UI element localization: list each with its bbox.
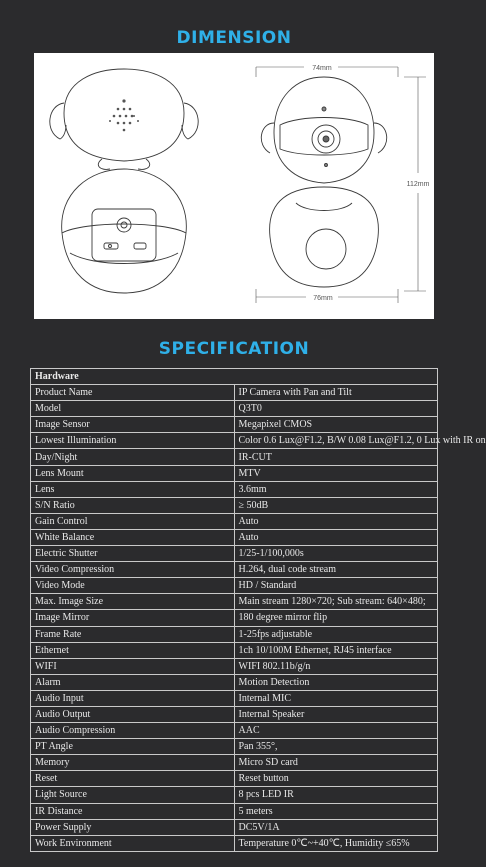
spec-value: WIFI 802.11b/g/n xyxy=(234,658,438,674)
spec-label: Day/Night xyxy=(31,449,235,465)
dimension-lines xyxy=(256,67,426,303)
spec-label: Lens Mount xyxy=(31,465,235,481)
spec-label: Image Mirror xyxy=(31,610,235,626)
spec-row xyxy=(31,594,438,610)
spec-row xyxy=(31,610,438,626)
specification-table xyxy=(30,368,486,852)
spec-label: Reset xyxy=(31,771,235,787)
spec-row xyxy=(31,546,438,562)
spec-value: IR-CUT xyxy=(234,449,438,465)
dimension-drawing-panel xyxy=(34,53,434,319)
spec-value: AAC xyxy=(234,723,438,739)
spec-row xyxy=(31,755,438,771)
spec-value: 180 degree mirror flip xyxy=(234,610,438,626)
section-row xyxy=(31,369,438,385)
spec-label: Video Compression xyxy=(31,562,235,578)
spec-value: Main stream 1280×720; Sub stream: 640×480; xyxy=(234,594,438,610)
spec-label: Product Name xyxy=(31,385,235,401)
spec-value: 3.6mm xyxy=(234,481,438,497)
spec-label: S/N Ratio xyxy=(31,497,235,513)
spec-value: IP Camera with Pan and Tilt xyxy=(234,385,438,401)
spec-row xyxy=(31,690,438,706)
spec-row xyxy=(31,835,438,851)
spec-row xyxy=(31,433,438,449)
spec-label: IR Distance xyxy=(31,803,235,819)
spec-label: Audio Input xyxy=(31,690,235,706)
spec-label: Audio Output xyxy=(31,706,235,722)
section-title: Hardware xyxy=(31,369,438,385)
spec-label: Max. Image Size xyxy=(31,594,235,610)
spec-row xyxy=(31,401,438,417)
spec-value: Motion Detection xyxy=(234,674,438,690)
spec-label: Memory xyxy=(31,755,235,771)
spec-value: Internal MIC xyxy=(234,690,438,706)
spec-label: Gain Control xyxy=(31,513,235,529)
spec-row xyxy=(31,819,438,835)
spec-row xyxy=(31,417,438,433)
spec-row xyxy=(31,578,438,594)
spec-row xyxy=(31,771,438,787)
spec-value: 8 pcs LED IR xyxy=(234,787,438,803)
specification-heading: SPECIFICATION xyxy=(158,339,310,359)
spec-value: H.264, dual code stream xyxy=(234,562,438,578)
dimension-drawing xyxy=(34,53,434,319)
height-label: 112mm xyxy=(406,181,430,188)
spec-label: Lens xyxy=(31,481,235,497)
spec-row xyxy=(31,465,438,481)
spec-value: Q3T0 xyxy=(234,401,438,417)
spec-label: Light Source xyxy=(31,787,235,803)
spec-label: Image Sensor xyxy=(31,417,235,433)
spec-label: Frame Rate xyxy=(31,626,235,642)
spec-row xyxy=(31,562,438,578)
spec-value: Megapixel CMOS xyxy=(234,417,438,433)
spec-label: Work Environment xyxy=(31,835,235,851)
specification-table-body xyxy=(31,369,486,852)
spec-value: Reset button xyxy=(234,771,438,787)
width-top-label: 74mm xyxy=(312,65,332,72)
spec-label: Audio Compression xyxy=(31,723,235,739)
dimension-heading: DIMENSION xyxy=(176,28,292,48)
spec-value: Micro SD card xyxy=(234,755,438,771)
spec-value: Color 0.6 Lux@F1.2, B/W 0.08 Lux@F1.2, 0 Lux with IR on xyxy=(234,433,438,449)
spec-value: 1-25fps adjustable xyxy=(234,626,438,642)
spec-row xyxy=(31,739,438,755)
spec-value: HD / Standard xyxy=(234,578,438,594)
spec-row xyxy=(31,385,438,401)
spec-row xyxy=(31,658,438,674)
width-bottom-label: 76mm xyxy=(313,295,333,302)
spec-label: WIFI xyxy=(31,658,235,674)
spec-value: Pan 355°, xyxy=(234,739,438,755)
spec-value: Auto xyxy=(234,513,438,529)
spec-row xyxy=(31,497,438,513)
spec-row xyxy=(31,787,438,803)
spec-row xyxy=(31,642,438,658)
spec-row xyxy=(31,449,438,465)
spec-label: Alarm xyxy=(31,674,235,690)
spec-label: Ethernet xyxy=(31,642,235,658)
spec-label: Lowest Illumination xyxy=(31,433,235,449)
spec-value: MTV xyxy=(234,465,438,481)
spec-row xyxy=(31,723,438,739)
spec-row xyxy=(31,674,438,690)
spec-row xyxy=(31,803,438,819)
spec-value: 1ch 10/100M Ethernet, RJ45 interface xyxy=(234,642,438,658)
spec-row xyxy=(31,513,438,529)
spec-label: PT Angle xyxy=(31,739,235,755)
spec-label: Power Supply xyxy=(31,819,235,835)
spec-value: Temperature 0℃~+40℃, Humidity ≤65% xyxy=(234,835,438,851)
camera-front-view xyxy=(261,77,386,287)
spec-value: Internal Speaker xyxy=(234,706,438,722)
spec-label: Electric Shutter xyxy=(31,546,235,562)
spec-value: ≥ 50dB xyxy=(234,497,438,513)
spec-row xyxy=(31,481,438,497)
camera-back-view xyxy=(50,69,198,293)
spec-label: Model xyxy=(31,401,235,417)
spec-value: DC5V/1A xyxy=(234,819,438,835)
spec-row xyxy=(31,626,438,642)
spec-row xyxy=(31,529,438,545)
spec-label: Video Mode xyxy=(31,578,235,594)
spec-value: Auto xyxy=(234,529,438,545)
spec-row xyxy=(31,706,438,722)
spec-label: White Balance xyxy=(31,529,235,545)
spec-value: 1/25-1/100,000s xyxy=(234,546,438,562)
spec-value: 5 meters xyxy=(234,803,438,819)
